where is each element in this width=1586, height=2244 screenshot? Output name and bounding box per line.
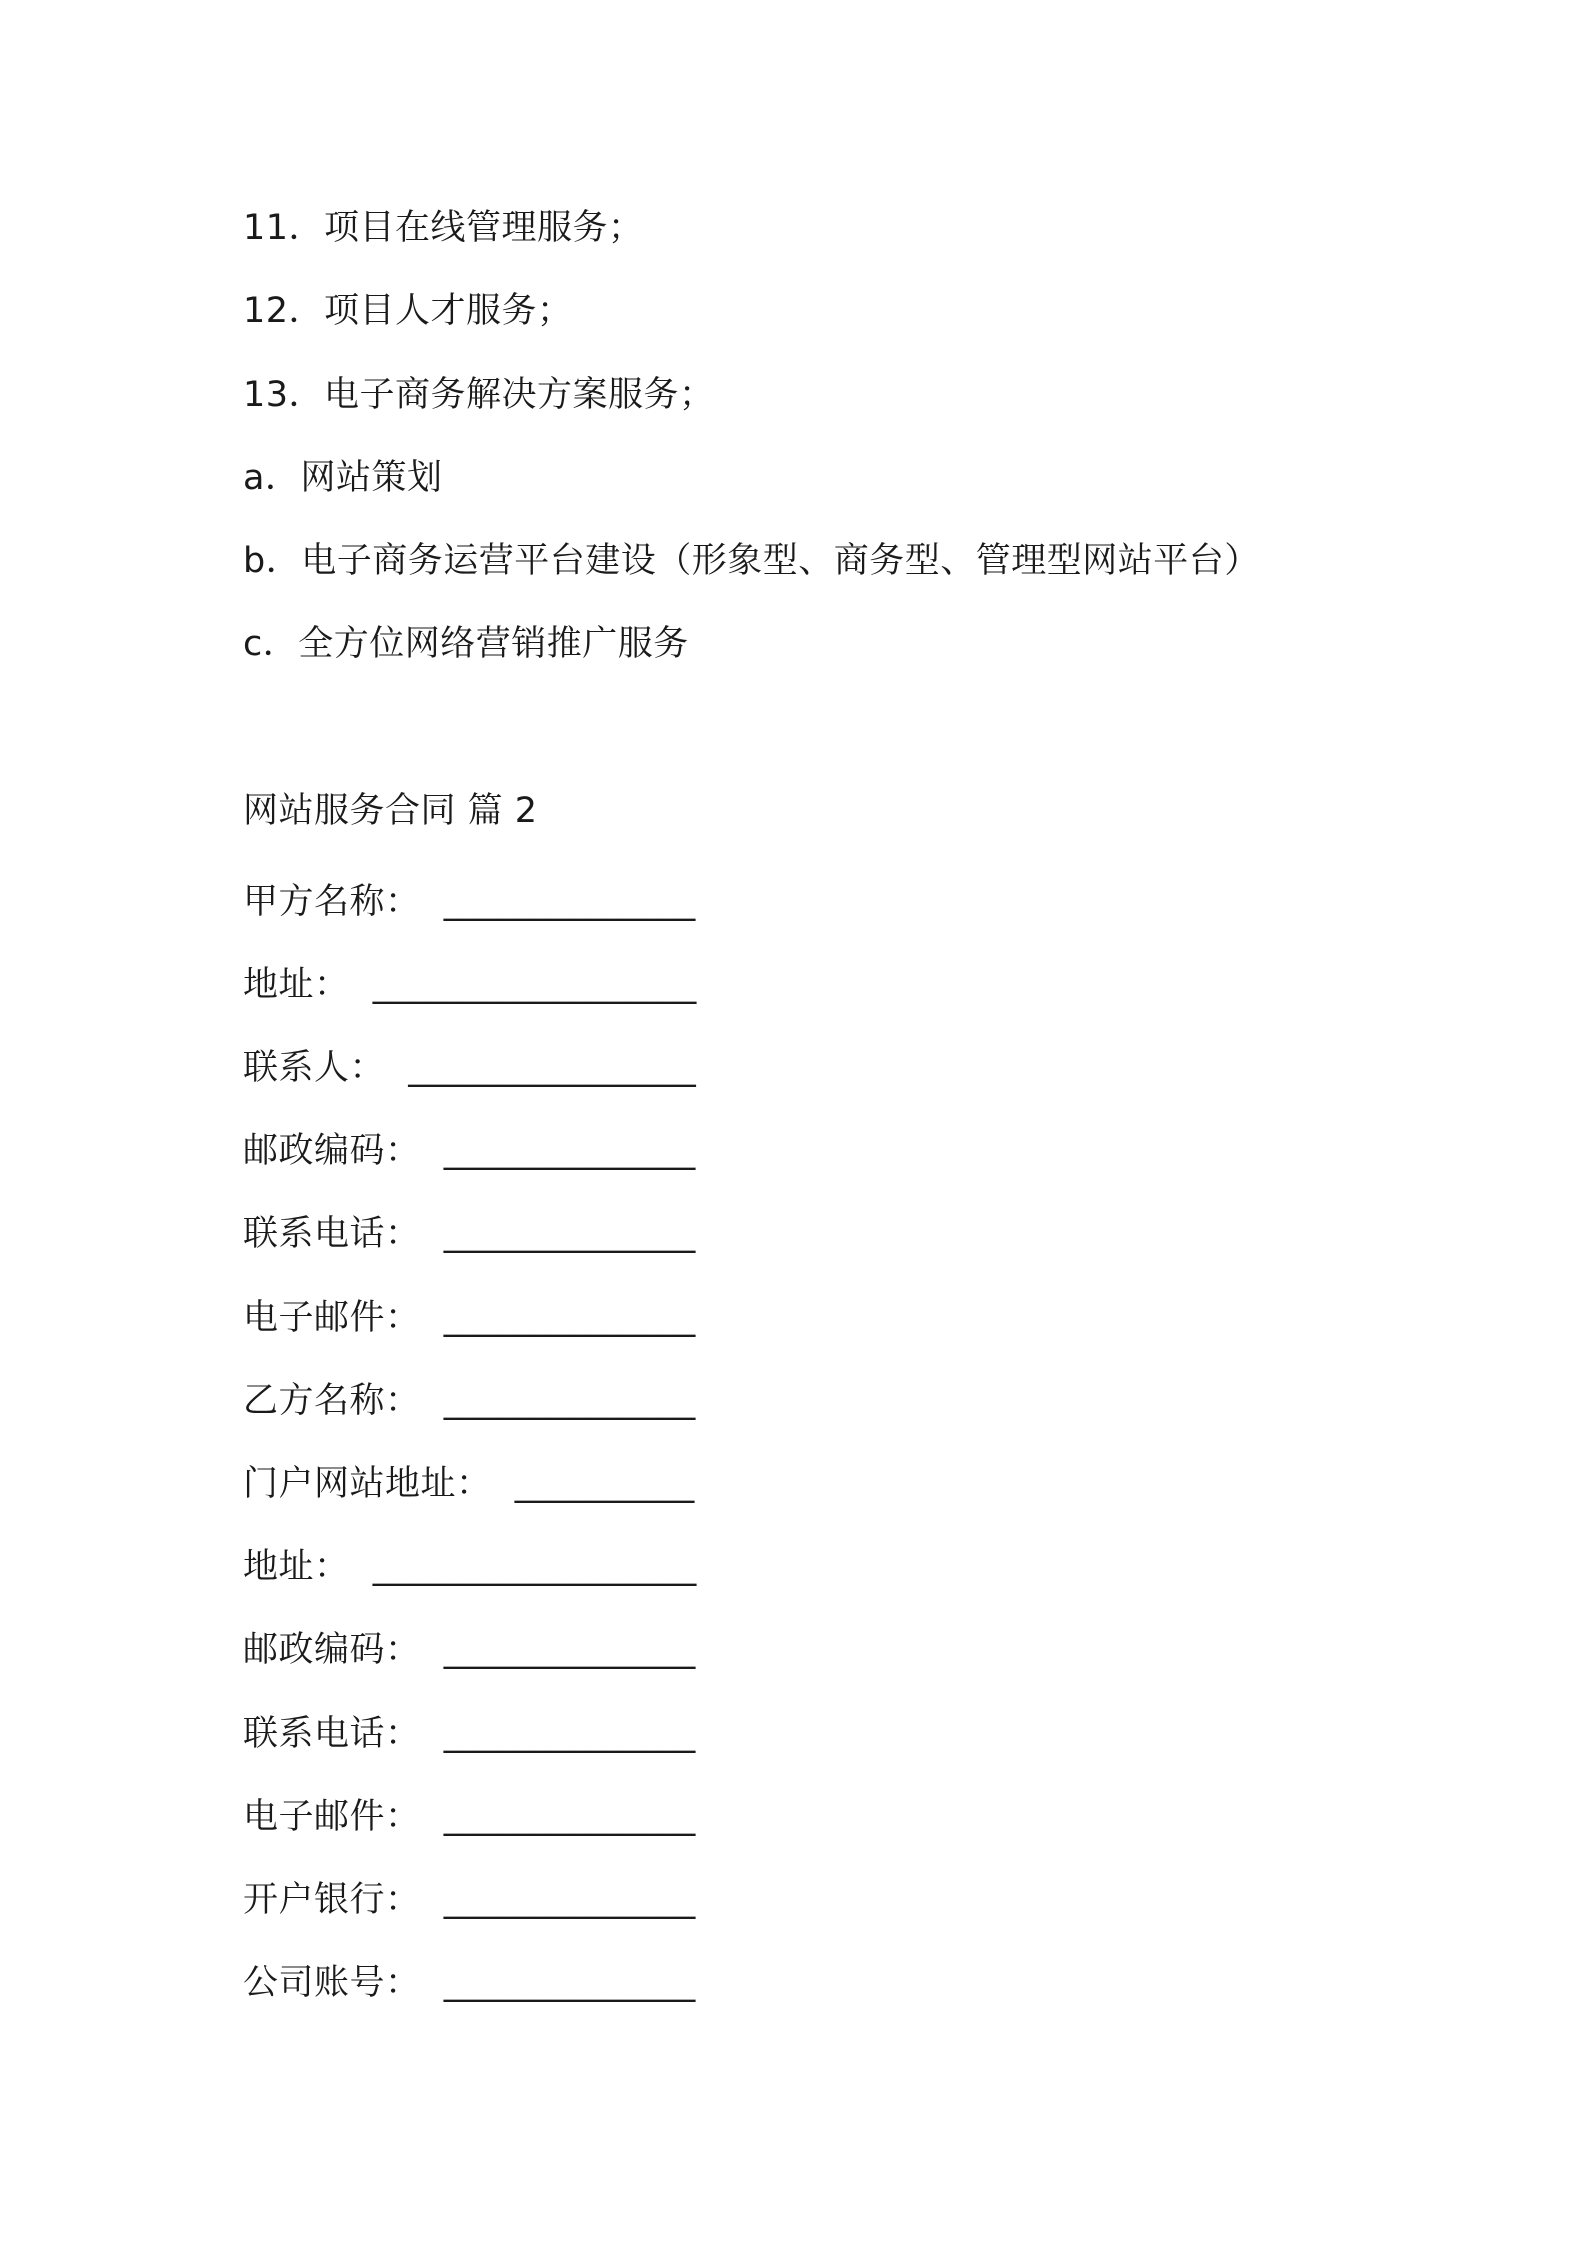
- field-phone-a: 联系电话： ______________: [243, 1214, 696, 1254]
- field-email-a: 电子邮件： ______________: [243, 1298, 696, 1338]
- field-email-b: 电子邮件： ______________: [243, 1797, 696, 1837]
- service-item-c: c．全方位网络营销推广服务: [243, 624, 689, 664]
- field-bank: 开户银行： ______________: [243, 1880, 696, 1920]
- field-contact: 联系人： ________________: [243, 1048, 697, 1088]
- service-item-b: b．电子商务运营平台建设（形象型、商务型、管理型网站平台）: [243, 541, 1260, 581]
- section-title: 网站服务合同 篇 2: [243, 791, 538, 831]
- field-portal-address: 门户网站地址： __________: [243, 1464, 695, 1504]
- field-party-b-name: 乙方名称： ______________: [243, 1381, 696, 1421]
- field-address-b: 地址： __________________: [243, 1547, 697, 1587]
- service-item-a: a．网站策划: [243, 458, 443, 498]
- field-postcode-b: 邮政编码： ______________: [243, 1630, 696, 1670]
- field-address-a: 地址： __________________: [243, 965, 697, 1005]
- field-account: 公司账号： ______________: [243, 1963, 696, 2003]
- service-item-12: 12．项目人才服务；: [243, 291, 573, 331]
- service-item-11: 11．项目在线管理服务；: [243, 208, 644, 248]
- service-item-13: 13．电子商务解决方案服务；: [243, 375, 715, 415]
- field-party-a-name: 甲方名称： ______________: [243, 882, 696, 922]
- field-phone-b: 联系电话： ______________: [243, 1714, 696, 1754]
- field-postcode-a: 邮政编码： ______________: [243, 1131, 696, 1171]
